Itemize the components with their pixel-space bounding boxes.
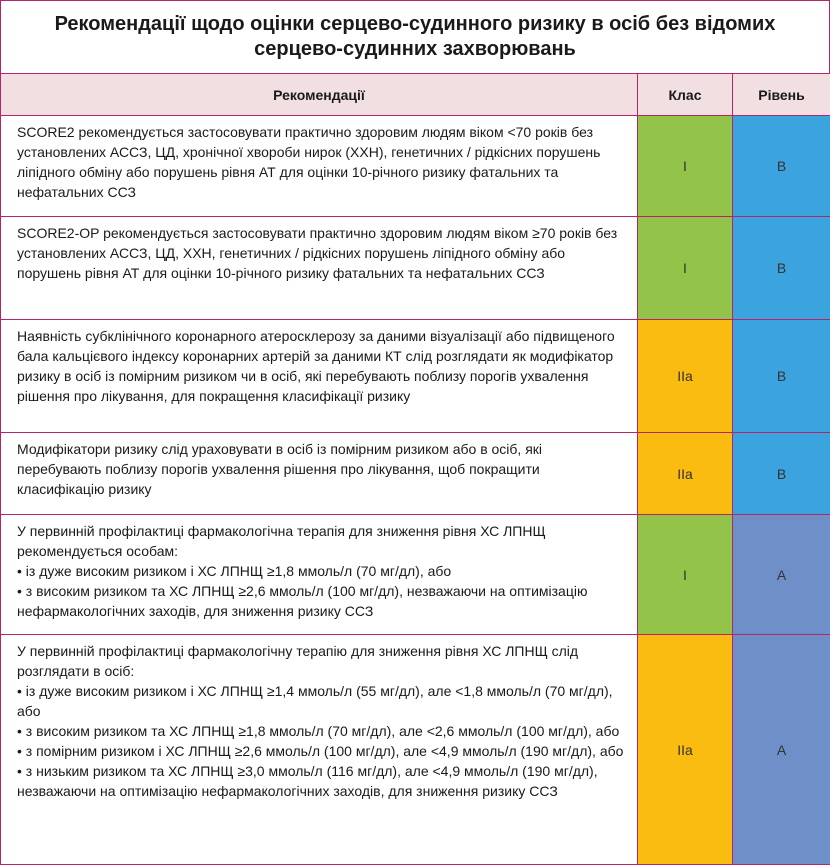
header-level: Рівень — [733, 74, 830, 116]
recommendation-paragraph: У первинній профілактиці фармакологічну терапію для зниження рівня ХС ЛПНЩ слід розглядати в осіб: — [17, 641, 627, 681]
recommendation-text — [1, 433, 638, 515]
recommendation-bullet: • із дуже високим ризиком і ХС ЛПНЩ ≥1,4 ммоль/л (55 мг/дл), але <1,8 ммоль/л (70 мг/дл), або — [17, 681, 627, 721]
recommendation-bullet: • з високим ризиком та ХС ЛПНЩ ≥2,6 ммоль/л (100 мг/дл), незважаючи на оптимізацію нефармакологічних заходів, для зниження ризику ССЗ — [17, 581, 627, 621]
recommendation-paragraph: У первинній профілактиці фармакологічна терапія для зниження рівня ХС ЛПНЩ рекомендується особам: — [17, 521, 627, 561]
level-cell: B — [733, 320, 830, 433]
class-cell: IIa — [638, 635, 733, 865]
level-cell: B — [733, 433, 830, 515]
table-row — [1, 515, 830, 635]
class-cell: I — [638, 116, 733, 217]
table-row — [1, 116, 830, 217]
recommendation-bullet: • із дуже високим ризиком і ХС ЛПНЩ ≥1,8 ммоль/л (70 мг/дл), або — [17, 561, 627, 581]
recommendation-paragraph: Модифікатори ризику слід ураховувати в осіб із помірним ризиком або в осіб, які перебувають поблизу порогів ухвалення рішення про лікування, щоб покращити класифікацію ризику — [17, 439, 627, 499]
table-row — [1, 217, 830, 320]
level-cell: A — [733, 515, 830, 635]
class-cell: IIa — [638, 320, 733, 433]
header-recommendations: Рекомендації — [1, 74, 638, 116]
header-class: Клас — [638, 74, 733, 116]
recommendation-bullet: • з помірним ризиком і ХС ЛПНЩ ≥2,6 ммоль/л (100 мг/дл), але <4,9 ммоль/л (190 мг/дл), або — [17, 741, 627, 761]
class-cell: I — [638, 217, 733, 320]
table-title: Рекомендації щодо оцінки серцево-судинного ризику в осіб без відомих серцево-судинних захворювань — [0, 0, 830, 73]
recommendation-text — [1, 320, 638, 433]
level-cell: A — [733, 635, 830, 865]
table-row — [1, 433, 830, 515]
class-cell: IIa — [638, 433, 733, 515]
recommendation-text — [1, 217, 638, 320]
recommendation-text — [1, 116, 638, 217]
table-row — [1, 320, 830, 433]
recommendation-paragraph: Наявність субклінічного коронарного атеросклерозу за даними візуалізації або підвищеного бала кальцієвого індексу коронарних артерій за даними КТ слід розглядати як модифікатор ризику в осіб із помірним ризиком чи в осіб, які перебувають поблизу порогів ухвалення рішення про лікування, для покращення класифікації ризику — [17, 326, 627, 406]
recommendation-bullet: • з низьким ризиком та ХС ЛПНЩ ≥3,0 ммоль/л (116 мг/дл), але <4,9 ммоль/л (190 мг/дл), незважаючи на оптимізацію нефармакологічних заходів, для зниження ризику ССЗ — [17, 761, 627, 801]
recommendation-text — [1, 635, 638, 865]
recommendation-paragraph: SCORE2 рекомендується застосовувати практично здоровим людям віком <70 років без установлених АССЗ, ЦД, хронічної хвороби нирок (ХХН), генетичних / рідкісних порушень ліпідного обміну або порушень рівня АТ для оцінки 10-річного ризику фатальних та нефатальних ССЗ — [17, 122, 627, 202]
table-row — [1, 635, 830, 865]
recommendation-text — [1, 515, 638, 635]
class-cell: I — [638, 515, 733, 635]
level-cell: B — [733, 217, 830, 320]
recommendation-bullet: • з високим ризиком та ХС ЛПНЩ ≥1,8 ммоль/л (70 мг/дл), але <2,6 ммоль/л (100 мг/дл), або — [17, 721, 627, 741]
recommendations-table — [0, 73, 830, 865]
level-cell: B — [733, 116, 830, 217]
recommendation-paragraph: SCORE2-OP рекомендується застосовувати практично здоровим людям віком ≥70 років без установлених АССЗ, ЦД, ХХН, генетичних / рідкісних порушень ліпідного обміну або порушень рівня АТ для оцінки 10-річного ризику фатальних та нефатальних ССЗ — [17, 223, 627, 283]
header-row — [1, 74, 830, 116]
